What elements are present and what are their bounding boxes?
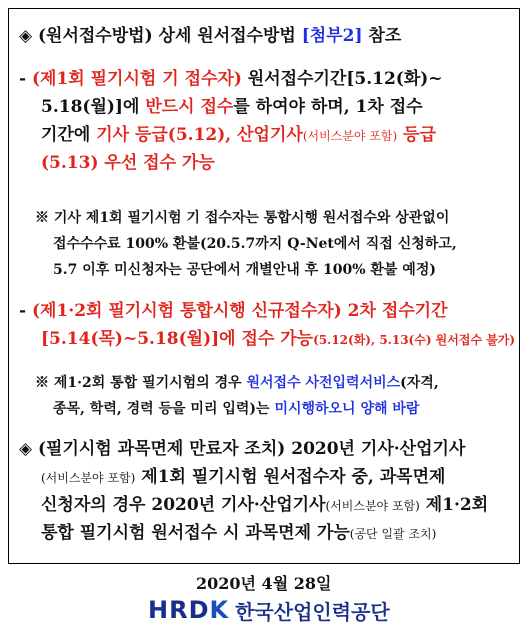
note-refund: ※ 기사 제1회 필기시험 기 접수자는 통합시행 원서접수와 상관없이 [35, 210, 450, 226]
line-first-applicants: - (제1회 필기시험 기 접수자) 원서접수기간[5.12(화)~ [19, 69, 443, 89]
line-submission-method: ◈ (원서접수방법) 상세 원서접수방법 [첨부2] 참조 [19, 26, 402, 46]
line-new-applicants: - (제1·2회 필기시험 통합시행 신규접수자) 2차 접수기간 [19, 301, 448, 321]
note-refund-3: 5.7 이후 미신청자는 공단에서 개별안내 후 100% 환불 예정) [53, 262, 436, 278]
line-exemption-3: 신청자의 경우 2020년 기사·산업기사(서비스분야 포함) 제1·2회 [41, 495, 489, 515]
note-preinput-2: 종목, 학력, 경력 등을 미리 입력)는 미시행하오니 양해 바람 [53, 401, 420, 417]
hrdk-logo [148, 594, 390, 626]
line-priority-grade: 기간에 기사 등급(5.12), 산업기사(서비스분야 포함) 등급 [41, 125, 436, 145]
attachment-ref: [첨부2] [301, 26, 363, 46]
hrdk-logo-mark: HRDK [148, 596, 230, 624]
line-exemption-2: (서비스분야 포함) 제1회 필기시험 원서접수자 중, 과목면제 [41, 467, 446, 487]
note-preinput: ※ 제1·2회 통합 필기시험의 경우 원서접수 사전입력서비스(자격, [35, 375, 439, 391]
note-refund-2: 접수수수료 100% 환불(20.5.7까지 Q-Net에서 직접 신청하고, [53, 236, 457, 252]
line-must-apply: 5.18(월)]에 반드시 접수를 하여야 하며, 1차 접수 [41, 97, 423, 117]
organization-name: 한국산업인력공단 [235, 599, 390, 624]
line-priority-date: (5.13) 우선 접수 가능 [41, 153, 215, 173]
notice-date: 2020년 4월 28일 [196, 574, 332, 593]
line-exemption: ◈ (필기시험 과목면제 만료자 조치) 2020년 기사·산업기사 [19, 439, 466, 459]
line-second-period: [5.14(목)~5.18(월)]에 접수 가능(5.12(화), 5.13(수) 원서접수 불가) [41, 329, 516, 349]
line-exemption-4: 통합 필기시험 원서접수 시 과목면제 가능(공단 일괄 조치) [41, 523, 437, 543]
notice-box [8, 8, 520, 564]
